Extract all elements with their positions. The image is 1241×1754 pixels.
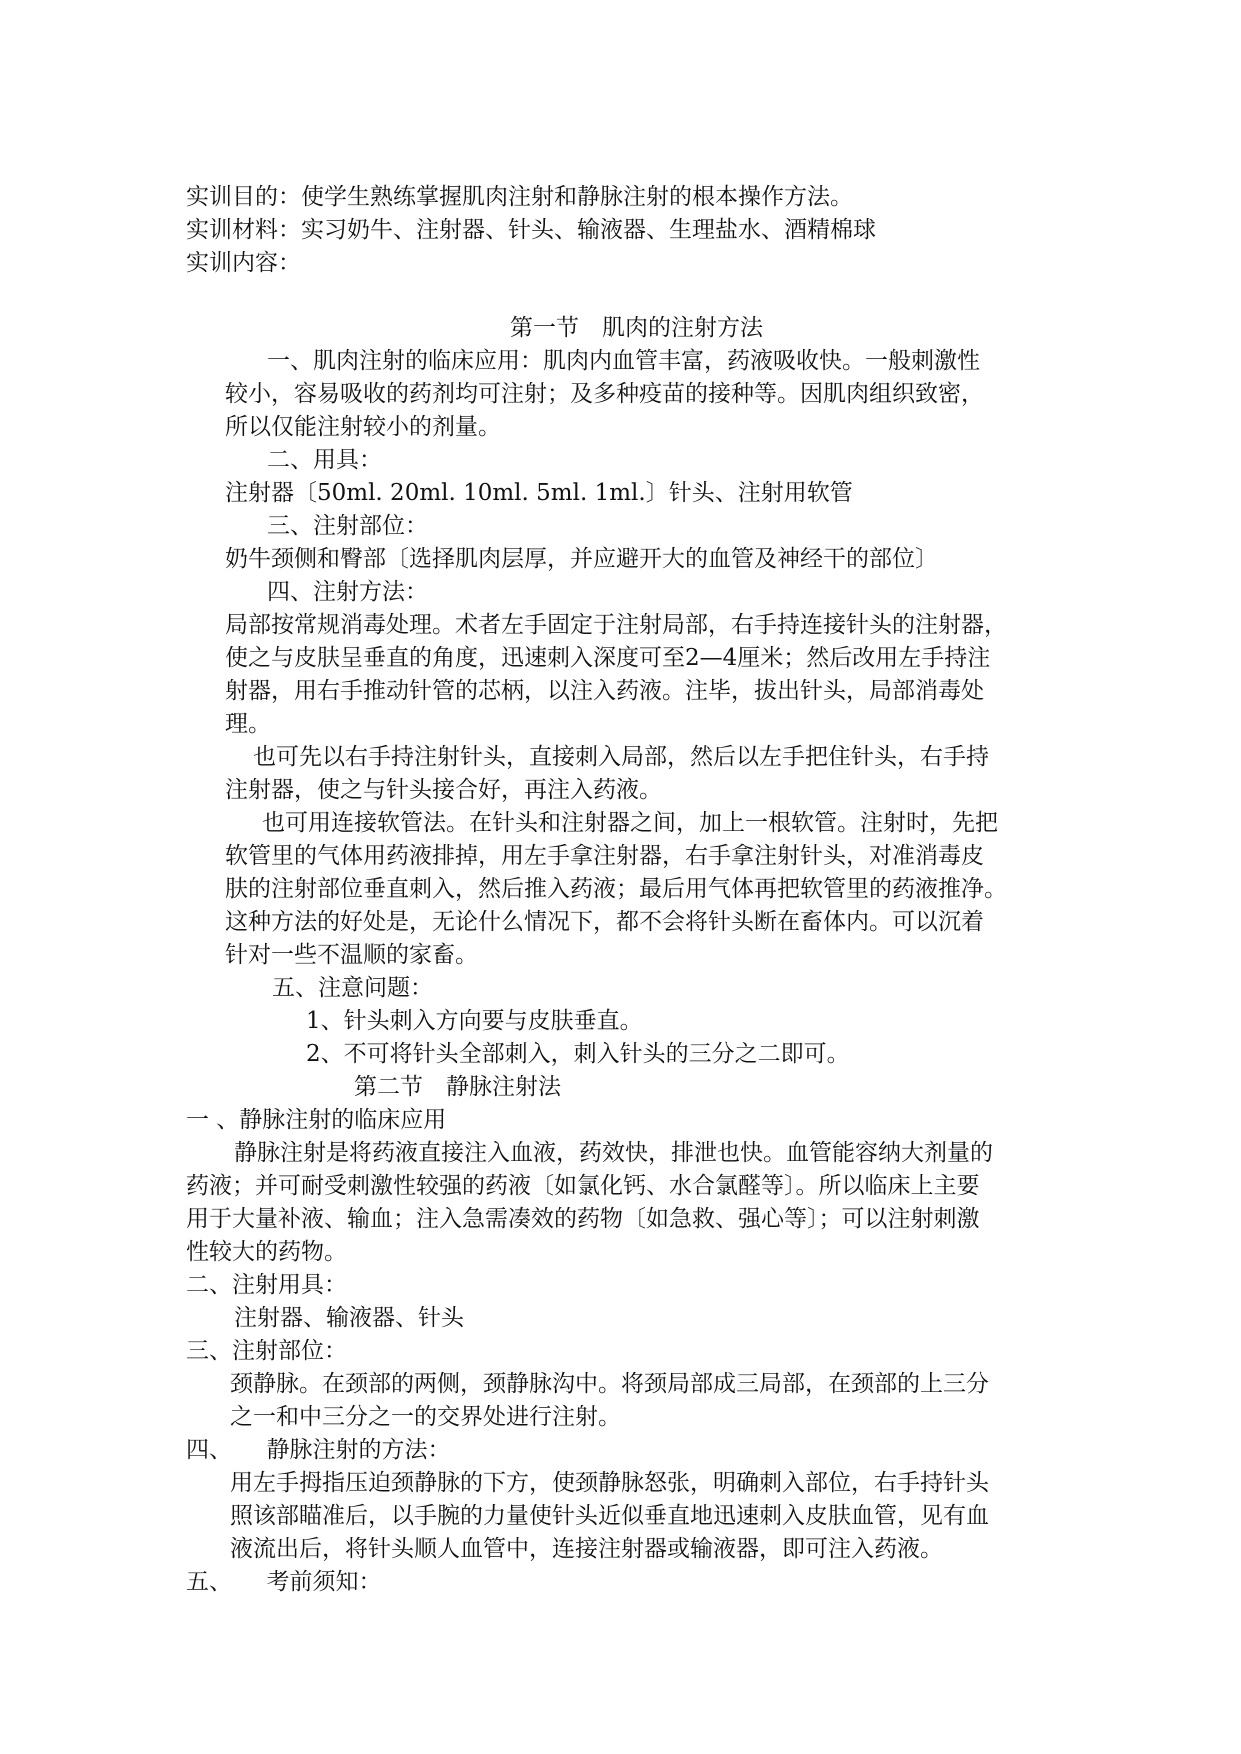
section1-heading-notes: 五、注意问题： [272,975,433,1001]
section2-site-line: 之一和中三分之一的交界处进行注射。 [230,1404,621,1430]
section2-heading-application: 一 、静脉注射的临床应用 [186,1107,447,1133]
section2-p1-line: 药液；并可耐受刺激性较强的药液〔如氯化钙、水合氯醛等〕。所以临床上主要 [186,1173,980,1199]
section2-heading-site: 三、注射部位： [186,1338,347,1364]
section1-alt2-line: 针对一些不温顺的家畜。 [225,942,478,968]
section1-p1-line: 较小，容易吸收的药剂均可注射；及多种疫苗的接种等。因肌肉组织致密， [225,381,984,407]
section2-p1-line: 用于大量补液、输血；注入急需凑效的药物〔如急救、强心等〕；可以注射刺激 [186,1206,980,1232]
section2-p1-line: 性较大的药物。 [186,1239,347,1265]
section1-method-line: 射器，用右手推动针管的芯柄，以注入药液。注毕，拔出针头，局部消毒处 [225,678,984,704]
training-content-label: 实训内容： [186,250,301,276]
section1-p1-line: 所以仅能注射较小的剂量。 [225,414,501,440]
section1-alt2-line: 也可用连接软管法。在针头和注射器之间，加上一根软管。注射时，先把 [262,810,998,836]
section2-heading-method: 四、 静脉注射的方法： [186,1437,451,1463]
section1-title: 第一节 肌肉的注射方法 [510,315,763,341]
section1-alt1-line: 注射器，使之与针头接合好，再注入药液。 [225,777,662,803]
section1-alt2-line: 这种方法的好处是，无论什么情况下，都不会将针头断在畜体内。可以沉着 [225,909,984,935]
section1-tools: 注射器〔50ml. 20ml. 10ml. 5ml. 1ml.〕针头、注射用软管 [225,480,853,506]
section1-note: 2、不可将针头全部刺入，刺入针头的三分之二即可。 [306,1041,850,1067]
training-goal: 实训目的：使学生熟练掌握肌肉注射和静脉注射的根本操作方法。 [186,184,853,210]
section1-method-line: 使之与皮肤呈垂直的角度，迅速刺入深度可至2—4厘米；然后改用左手持注 [225,645,991,671]
section2-method-line: 照该部瞄准后，以手腕的力量使针头近似垂直地迅速刺入皮肤血管，见有血 [230,1503,989,1529]
section1-heading-site: 三、注射部位： [267,513,428,539]
section1-method-line: 局部按常规消毒处理。术者左手固定于注射局部，右手持连接针头的注射器， [225,612,1007,638]
section2-p1-line: 静脉注射是将药液直接注入血液，药效快，排泄也快。血管能容纳大剂量的 [234,1140,993,1166]
training-materials: 实训材料：实习奶牛、注射器、针头、输液器、生理盐水、酒精棉球 [186,217,876,243]
section1-p1-line: 一、肌肉注射的临床应用：肌肉内血管丰富，药液吸收快。一般刺激性 [267,348,980,374]
section2-title: 第二节 静脉注射法 [354,1074,561,1100]
section2-site-line: 颈静脉。在颈部的两侧，颈静脉沟中。将颈局部成三局部，在颈部的上三分 [230,1371,989,1397]
section1-method-line: 理。 [225,711,271,737]
section1-alt1-line: 也可先以右手持注射针头，直接刺入局部，然后以左手把住针头，右手持 [253,744,989,770]
section1-site: 奶牛颈侧和臀部〔选择肌肉层厚，并应避开大的血管及神经干的部位〕 [225,546,938,572]
section2-tools: 注射器、输液器、针头 [234,1305,464,1331]
section2-heading-precautions: 五、 考前须知： [186,1569,382,1595]
section1-note: 1、针头刺入方向要与皮肤垂直。 [306,1008,643,1034]
section1-alt2-line: 软管里的气体用药液排掉，用左手拿注射器，右手拿注射针头，对准消毒皮 [225,843,984,869]
section2-heading-tools: 二、注射用具： [186,1272,347,1298]
section2-method-line: 用左手拇指压迫颈静脉的下方，使颈静脉怒张，明确刺入部位，右手持针头 [230,1470,989,1496]
section1-alt2-line: 肤的注射部位垂直刺入，然后推入药液；最后用气体再把软管里的药液推净。 [225,876,1007,902]
section1-heading-tools: 二、用具： [267,447,382,473]
section2-method-line: 液流出后，将针头顺人血管中，连接注射器或输液器，即可注入药液。 [230,1536,943,1562]
section1-heading-method: 四、注射方法： [267,579,428,605]
